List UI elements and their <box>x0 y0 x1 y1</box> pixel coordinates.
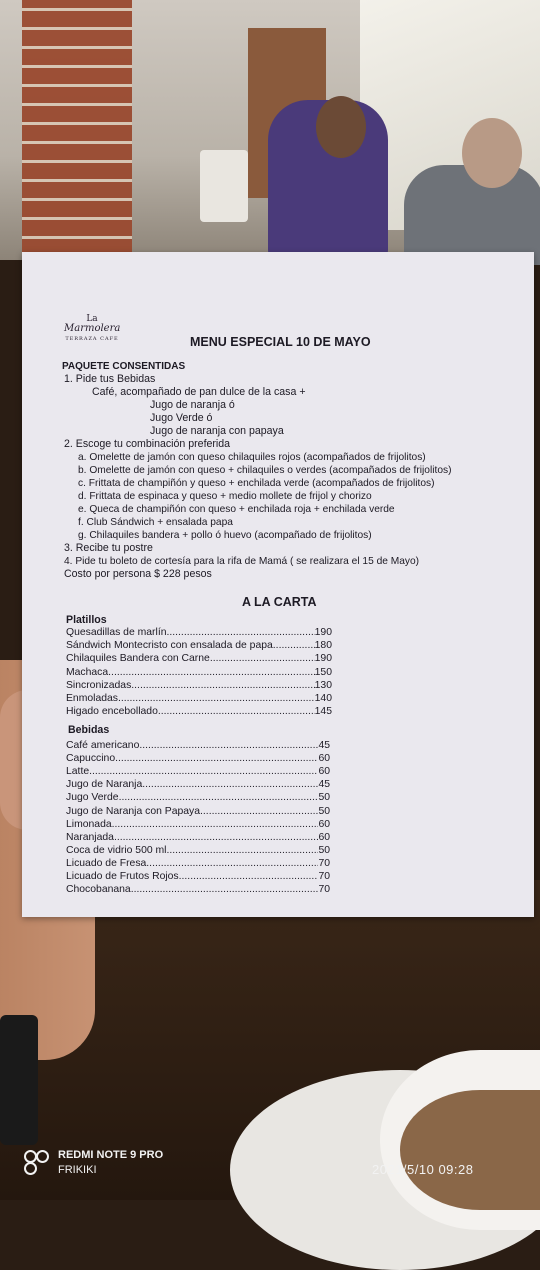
menu-item-name: Naranjada <box>66 831 114 843</box>
photographer-name: FRIKIKI <box>58 1164 97 1176</box>
menu-line: Café, acompañado de pan dulce de la casa + <box>92 386 306 398</box>
menu-item-name: Capuccino <box>66 753 116 765</box>
menu-item-name: Licuado de Fresa <box>66 857 147 869</box>
menu-line: Jugo de naranja ó <box>150 399 235 411</box>
menu-line: 2. Escoge tu combinación preferida <box>64 438 231 450</box>
dot-leader <box>179 870 319 883</box>
dot-leader <box>112 818 319 831</box>
menu-item-price: 130 <box>314 679 332 691</box>
menu-line: g. Chilaquiles bandera + pollo ó huevo (acompañado de frijolitos) <box>78 530 372 541</box>
menu-item-name: Sándwich Montecristo con ensalada de papa <box>66 640 273 652</box>
phone-model: REDMI NOTE 9 PRO <box>58 1149 164 1161</box>
menu-item-name: Jugo de Naranja con Papaya <box>66 805 201 817</box>
logo-line1: La <box>86 314 98 324</box>
menu-item-price: 180 <box>314 640 332 652</box>
menu-item-price: 50 <box>318 792 330 804</box>
dot-leader <box>114 831 318 844</box>
menu-line: b. Omelette de jamón con queso + chilaquiles o verdes (acompañados de frijolitos) <box>78 465 452 476</box>
menu-item-row <box>66 652 332 665</box>
logo-brand: Marmolera <box>64 323 121 334</box>
menu-item-price: 150 <box>314 666 332 678</box>
dot-leader <box>210 652 315 665</box>
man-head-bald <box>462 118 522 188</box>
dot-leader <box>131 883 319 896</box>
carta-title: A LA CARTA <box>242 595 317 609</box>
menu-item-row <box>66 739 330 752</box>
menu-item-price: 70 <box>318 871 330 882</box>
brick-column <box>22 0 132 255</box>
menu-item-price: 70 <box>318 884 330 896</box>
menu-item-name: Jugo de Naranja <box>66 779 143 791</box>
dot-leader <box>108 666 314 679</box>
menu-item-row <box>66 705 332 718</box>
menu-item-name: Latte <box>66 766 90 778</box>
menu-item-row <box>66 626 332 639</box>
dot-leader <box>167 844 319 857</box>
menu-line: 4. Pide tu boleto de cortesía para la rifa de Mamá ( se realizara el 15 de Mayo) <box>64 556 420 567</box>
dot-leader <box>146 857 318 870</box>
menu-item-name: Higado encebollado <box>66 706 158 718</box>
package-title: PAQUETE CONSENTIDAS <box>62 361 186 372</box>
menu-item-row <box>66 679 332 692</box>
photo-timestamp: 2021/5/10 09:28 <box>372 1162 474 1177</box>
menu-line: Costo por persona $ 228 pesos <box>64 568 212 580</box>
menu-sheet <box>22 252 534 917</box>
menu-line: d. Frittata de espinaca y queso + medio mollete de frijol y chorizo <box>78 491 372 502</box>
menu-line: Jugo de naranja con papaya <box>150 425 284 437</box>
menu-item-row <box>66 752 330 765</box>
menu-content <box>22 252 534 917</box>
menu-item-price: 50 <box>318 844 330 856</box>
menu-item-price: 60 <box>318 766 330 778</box>
menu-item-row <box>66 778 330 791</box>
menu-line: 3. Recibe tu postre <box>64 542 153 554</box>
menu-item-price: 45 <box>318 779 330 791</box>
potted-plant <box>200 150 248 222</box>
dot-leader <box>273 639 315 652</box>
dot-leader <box>119 791 319 804</box>
menu-line: a. Omelette de jamón con queso chilaquiles rojos (acompañados de frijolitos) <box>78 452 426 463</box>
menu-line: e. Queca de champiñón con queso + enchilada roja + enchilada verde <box>78 504 395 515</box>
wristwatch <box>0 1015 38 1145</box>
menu-item-row <box>66 666 332 679</box>
logo-tagline: TERRAZA CAFE <box>65 336 119 342</box>
bebidas-heading: Bebidas <box>68 724 110 736</box>
dot-leader <box>131 679 314 692</box>
menu-item-name: Quesadillas de marlín <box>66 627 167 638</box>
menu-item-row <box>66 883 330 896</box>
menu-item-price: 50 <box>318 805 330 817</box>
menu-item-price: 45 <box>318 740 330 751</box>
menu-item-name: Café americano <box>66 740 140 751</box>
menu-line: c. Frittata de champiñón y queso + enchilada verde (acompañados de frijolitos) <box>78 478 435 489</box>
platillos-heading: Platillos <box>66 614 107 626</box>
dot-leader <box>167 626 315 639</box>
menu-item-row <box>66 870 330 883</box>
menu-item-row <box>66 844 330 857</box>
man-head <box>316 96 366 158</box>
menu-item-row <box>66 765 330 778</box>
menu-item-name: Machaca <box>66 666 109 678</box>
menu-item-price: 190 <box>314 653 332 665</box>
menu-item-price: 60 <box>318 831 330 843</box>
menu-item-row <box>66 639 332 652</box>
menu-item-row <box>66 857 330 870</box>
menu-item-name: Jugo Verde <box>66 792 119 804</box>
menu-item-row <box>66 831 330 844</box>
camera-lens-icon <box>24 1150 50 1178</box>
menu-item-price: 145 <box>314 706 332 718</box>
menu-item-row <box>66 791 330 804</box>
dot-leader <box>142 778 318 791</box>
menu-item-row <box>66 818 330 831</box>
dot-leader <box>139 739 318 752</box>
menu-item-row <box>66 805 330 818</box>
menu-item-name: Chocobanana <box>66 884 131 896</box>
menu-title: MENU ESPECIAL 10 DE MAYO <box>190 335 371 349</box>
dot-leader <box>115 752 318 765</box>
menu-item-name: Licuado de Frutos Rojos <box>66 871 179 882</box>
dot-leader <box>158 705 315 718</box>
menu-line: f. Club Sándwich + ensalada papa <box>78 517 233 528</box>
dot-leader <box>118 692 315 705</box>
restaurant-logo <box>64 314 120 344</box>
menu-line: Jugo Verde ó <box>150 412 213 424</box>
menu-item-row <box>66 692 332 705</box>
menu-line: 1. Pide tus Bebidas <box>64 373 156 385</box>
menu-item-price: 70 <box>318 857 330 869</box>
menu-item-name: Limonada <box>66 818 112 830</box>
menu-item-name: Sincronizadas <box>66 679 132 691</box>
menu-item-price: 60 <box>318 753 330 765</box>
dot-leader <box>200 805 318 818</box>
camera-watermark <box>58 1148 163 1178</box>
menu-item-name: Coca de vidrio 500 ml <box>66 844 167 856</box>
menu-item-name: Chilaquiles Bandera con Carne <box>66 653 210 665</box>
menu-item-price: 60 <box>318 818 330 830</box>
menu-item-name: Enmoladas <box>66 693 118 704</box>
menu-item-price: 190 <box>314 627 332 638</box>
dot-leader <box>89 765 318 778</box>
menu-item-price: 140 <box>314 693 332 704</box>
